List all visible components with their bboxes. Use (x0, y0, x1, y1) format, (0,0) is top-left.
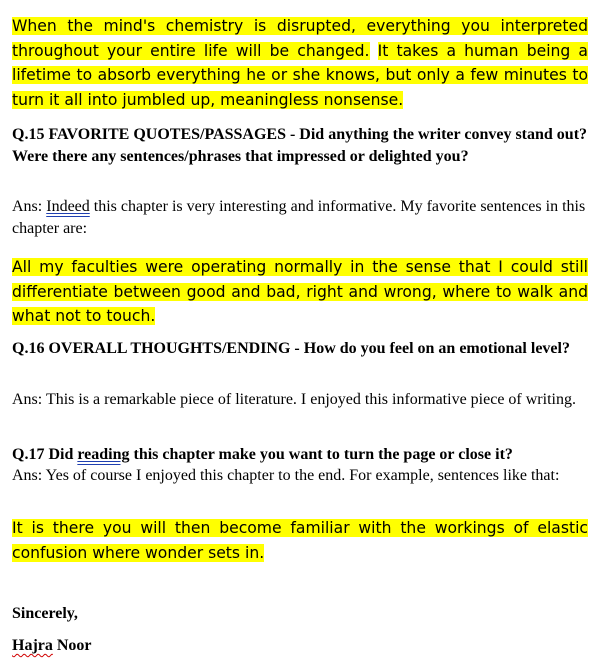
q17-heading-pre: Q.17 Did (12, 446, 78, 463)
signature-last-name: Noor (52, 637, 92, 654)
q15-quote (12, 255, 588, 329)
intro-quote-part2: It takes a human being a lifetime to absorb everything he or she knows, but only a few minutes to turn it all into jumbled up, meaningless nonsense. (12, 41, 588, 109)
q15-ans-label: Ans: (12, 198, 47, 215)
q17-quote (12, 516, 588, 565)
grammar-flag-indeed[interactable]: Indeed (46, 198, 90, 215)
spelling-flag-hajra[interactable]: Hajra (12, 637, 53, 654)
q15-answer (12, 196, 588, 239)
grammar-flag-reading[interactable]: reading (77, 446, 130, 463)
q16-answer: Ans: This is a remarkable piece of literature. I enjoyed this informative piece of writing. (12, 391, 576, 408)
q15-ans-text: this chapter is very interesting and informative. My favorite sentences in this chapter are: (12, 198, 586, 237)
intro-quote (12, 14, 588, 112)
intro-quote-part1: When the mind's chemistry is disrupted, everything you interpreted throughout your entire life will be changed. (12, 17, 588, 60)
q17-quote-text: It is there you will then become familiar with the workings of elastic confusion where wonder sets in. (12, 519, 588, 562)
q17-answer: Ans: Yes of course I enjoyed this chapter to the end. For example, sentences like that: (12, 467, 560, 484)
closing-salutation: Sincerely, (12, 605, 78, 622)
q15-heading: Q.15 FAVORITE QUOTES/PASSAGES - Did anything the writer convey stand out? Were there any sentences/phrases that impressed or delighted you? (12, 126, 588, 165)
q16-heading: Q.16 OVERALL THOUGHTS/ENDING - How do you feel on an emotional level? (12, 340, 570, 357)
q15-quote-text: All my faculties were operating normally in the sense that I could still differentiate between good and bad, right and wrong, where to walk and what not to touch. (12, 258, 588, 325)
q17-heading (12, 444, 588, 466)
q17-heading-post: this chapter make you want to turn the page or close it? (129, 446, 513, 463)
signature-name (12, 635, 588, 657)
